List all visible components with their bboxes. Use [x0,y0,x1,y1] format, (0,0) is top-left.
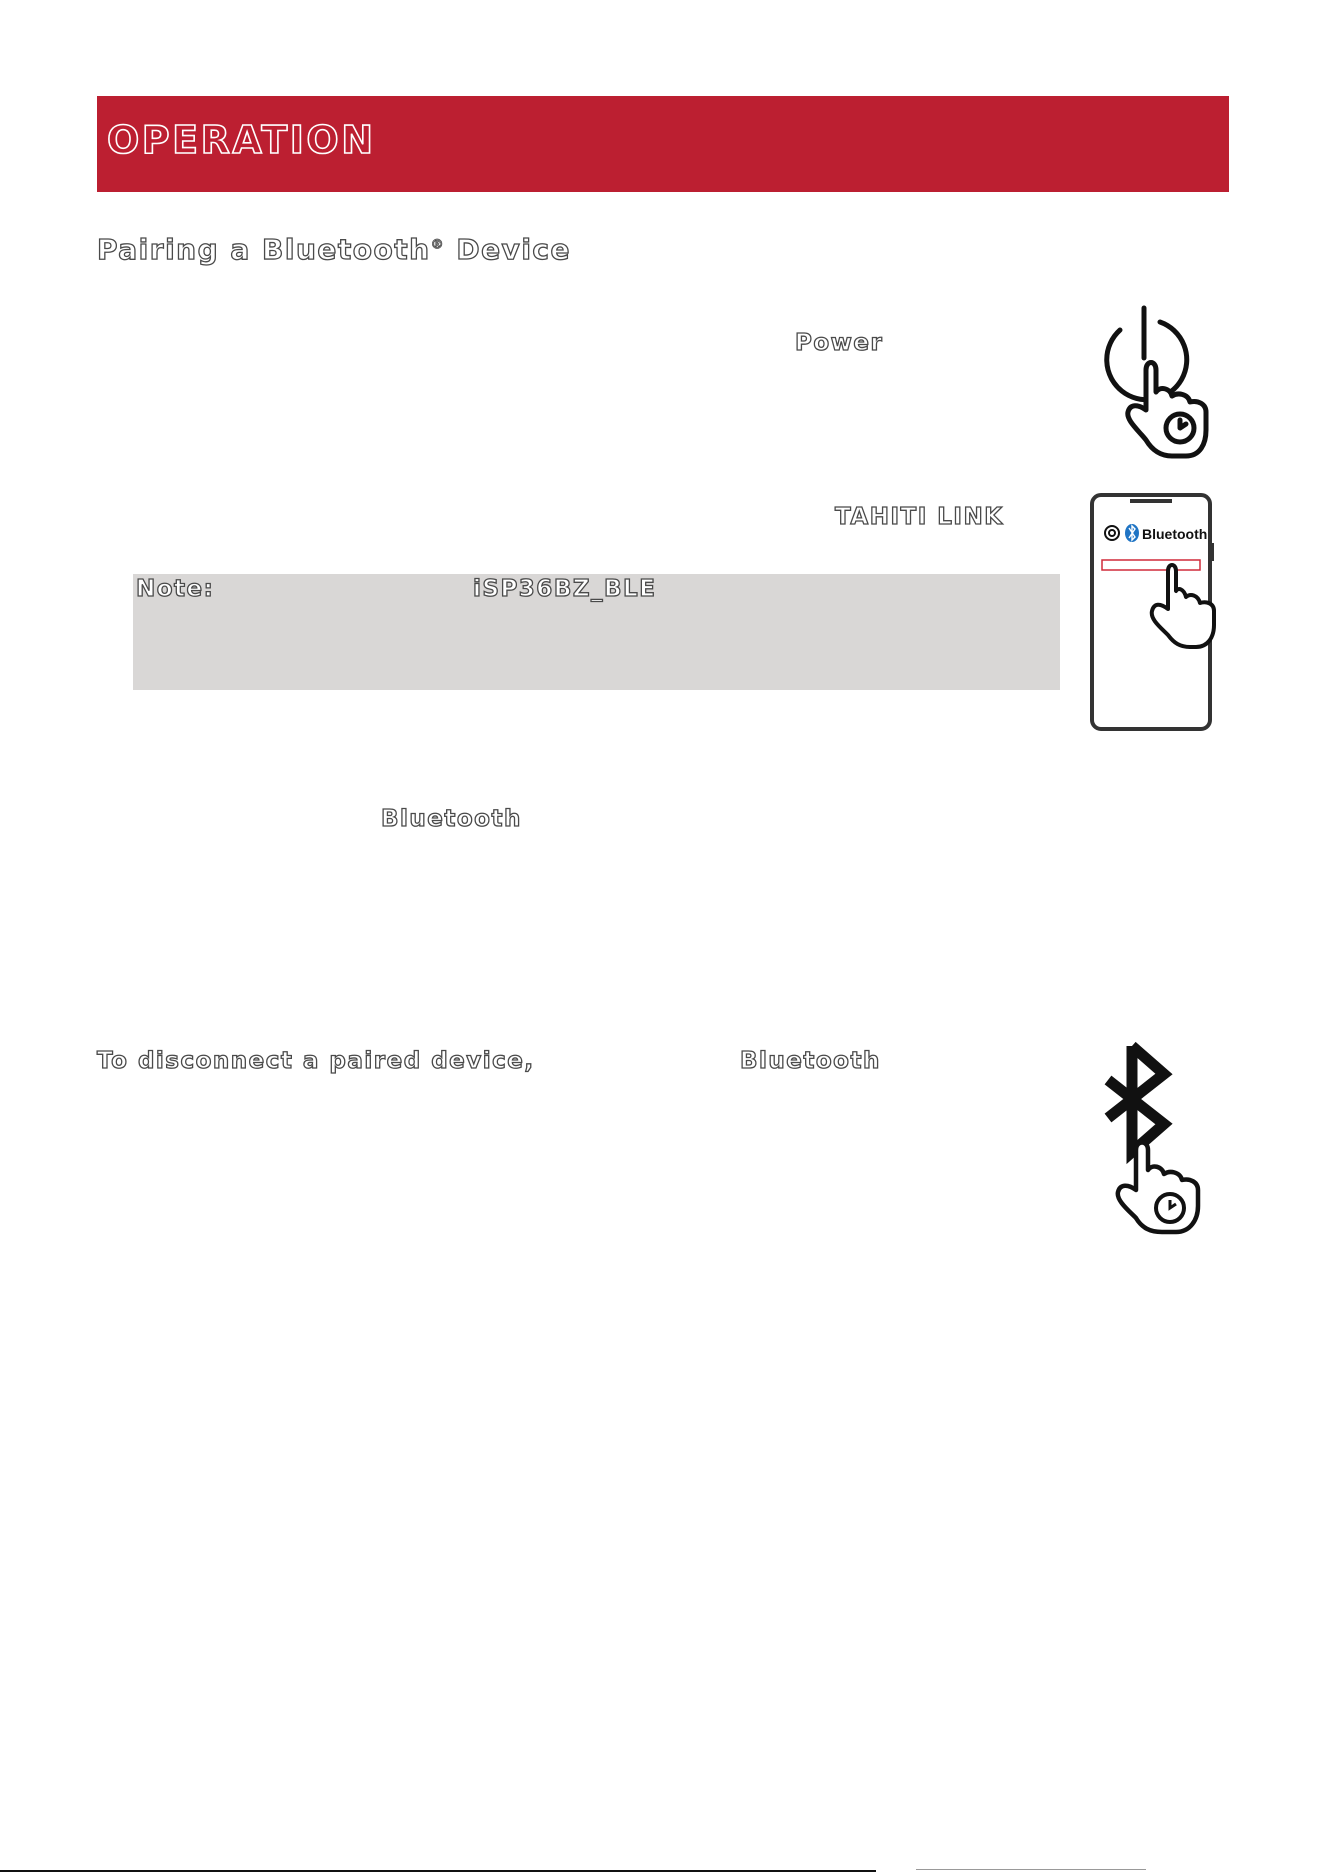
heading-tail: Device [456,233,571,266]
footer-rule-faint [916,1869,1146,1870]
banner-title: OPERATION [107,118,376,162]
phone-screen-label: Bluetooth [1142,526,1208,542]
app-name-keyword: TAHITI LINK [835,504,1004,530]
power-keyword: Power [795,330,884,356]
section-banner [97,96,1229,192]
registered-mark: ® [430,237,446,253]
bluetooth-keyword: Bluetooth [381,806,522,832]
device-name: iSP36BZ_BLE [473,576,657,602]
power-button-press-icon [1090,300,1210,462]
bluetooth-symbol-icon [1108,1046,1164,1152]
disconnect-lead: To disconnect a paired device, [97,1048,535,1074]
note-label: Note: [136,576,215,602]
heading-text: Pairing a Bluetooth [97,233,431,266]
section-heading [97,233,571,266]
bluetooth-button-press-icon [1100,1040,1210,1236]
disconnect-bluetooth-keyword: Bluetooth [740,1048,881,1074]
note-box [133,574,1060,690]
phone-bluetooth-settings-icon [1090,493,1222,733]
